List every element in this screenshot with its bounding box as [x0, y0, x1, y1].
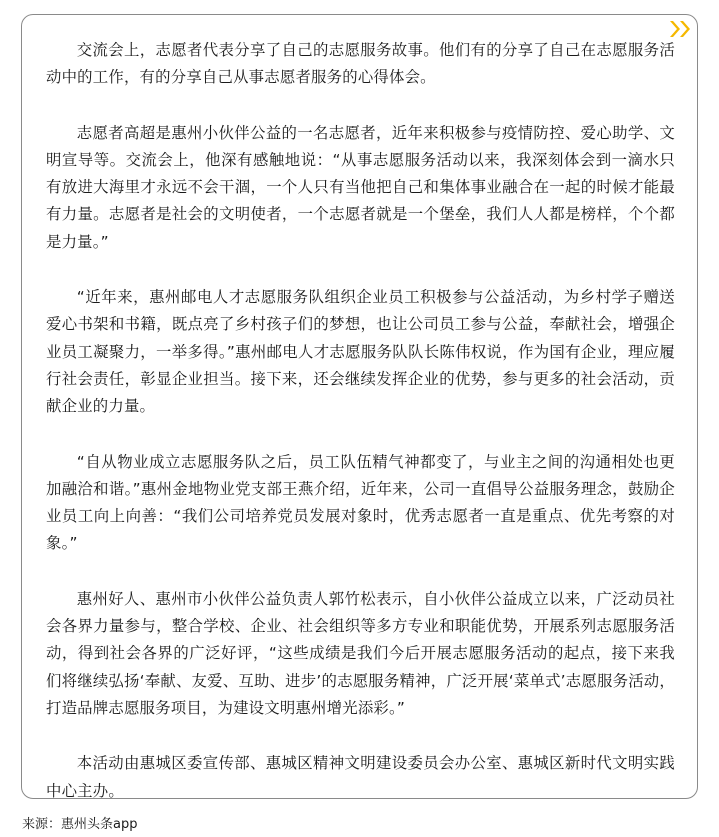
- article-paragraph: 志愿者高超是惠州小伙伴公益的一名志愿者，近年来积极参与疫情防控、爱心助学、文明宣导等。交流会上，他深有感触地说：“从事志愿服务活动以来，我深刻体会到一滴水只有放进大海里才永远不会干涸，一个人只有当他把自己和集体事业融合在一起的时候才能最有力量。志愿者是社会的文明使者，一个志愿者就是一个堡垒，我们人人都是榜样，个个都是力量。”: [46, 123, 675, 251]
- double-chevron-right-icon: [667, 19, 695, 39]
- article-paragraph: 交流会上，志愿者代表分享了自己的志愿服务故事。他们有的分享了自己在志愿服务活动中的工作，有的分享自己从事志愿者服务的心得体会。: [46, 41, 675, 87]
- article-paragraph: 惠州好人、惠州市小伙伴公益负责人郭竹松表示，自小伙伴公益成立以来，广泛动员社会各界力量参与，整合学校、企业、社会组织等多方专业和职能优势，开展系列志愿服务活动，得到社会各界的广泛好评，“这些成绩是我们今后开展志愿服务活动的起点，接下来我们将继续弘扬‘奉献、友爱、互助、进步’的志愿服务精神，广泛开展‘菜单式’志愿服务活动，打造品牌志愿服务项目，为建设文明惠州增光添彩。”: [46, 589, 675, 717]
- source-attribution: 来源：惠州头条app: [22, 817, 138, 832]
- article-paragraph: “自从物业成立志愿服务队之后，员工队伍精气神都变了，与业主之间的沟通相处也更加融洽和谐。”惠州金地物业党支部王燕介绍，近年来，公司一直倡导公益服务理念，鼓励企业员工向上向善：“我们公司培养党员发展对象时，优秀志愿者一直是重点、优先考察的对象。”: [46, 452, 675, 553]
- article-paragraph: “近年来，惠州邮电人才志愿服务队组织企业员工积极参与公益活动，为乡村学子赠送爱心书架和书籍，既点亮了乡村孩子们的梦想，也让公司员工参与公益，奉献社会，增强企业员工凝聚力，一举多得。”惠州邮电人才志愿服务队队长陈伟权说，作为国有企业，理应履行社会责任，彰显企业担当。接下来，还会继续发挥企业的优势，参与更多的社会活动，贡献企业的力量。: [46, 288, 675, 416]
- article-card: [21, 14, 698, 799]
- article-paragraph: 本活动由惠城区委宣传部、惠城区精神文明建设委员会办公室、惠城区新时代文明实践中心主办。: [46, 754, 675, 800]
